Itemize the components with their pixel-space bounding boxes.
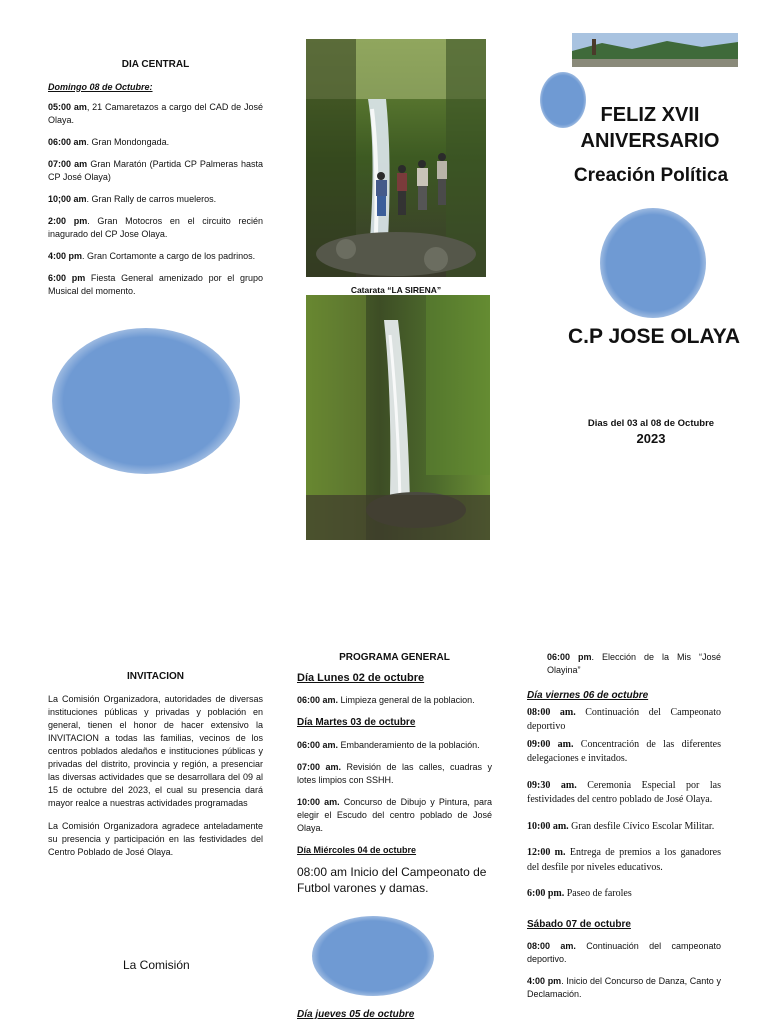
blue-oval-decoration	[52, 328, 240, 474]
program-day-thursday: Día jueves 05 de octubre	[297, 1009, 415, 1020]
event-time: 6:00 pm	[48, 272, 86, 283]
event-text: Entrega de premios a los ganadores del desfile por niveles educativos.	[527, 847, 721, 873]
event-text: Ceremonia Especial por las festividades del centro poblado de José Olaya.	[527, 779, 721, 806]
wednesday-text: 08:00 am Inicio del Campeonato de Futbol varones y damas.	[297, 865, 487, 895]
event-time: 09:30 am.	[527, 779, 577, 791]
event-time: 06:00 am.	[297, 695, 339, 706]
waterfall-group-photo	[306, 39, 486, 277]
event-item	[527, 651, 721, 677]
blue-oval-decoration	[600, 208, 706, 318]
event-text: . Gran Cortamonte a cargo de los padrinos.	[82, 250, 256, 261]
event-time: 6:00 pm.	[527, 888, 565, 900]
event-text: , 21 Camaretazos a cargo del CAD de José Olaya.	[48, 101, 264, 125]
event-item	[48, 136, 263, 149]
event-item	[48, 272, 263, 298]
day-central-date	[48, 81, 263, 94]
program-panel	[297, 651, 492, 897]
photo-caption: Catarata “LA SIRENA”	[350, 285, 442, 295]
event-time: 4:00 pm	[48, 250, 83, 261]
event-time: 08:00 am.	[527, 706, 576, 718]
event-text: . Inicio del Concurso de Danza, Canto y Declamación.	[527, 976, 721, 1000]
event-time: 4:00 pm	[527, 976, 562, 987]
waterfall-group-photo-image	[306, 39, 486, 277]
event-time: 10;00 am	[48, 193, 87, 204]
event-time: 06:00 am	[48, 136, 87, 147]
landscape-banner-image	[572, 33, 738, 67]
program-title: PROGRAMA GENERAL	[339, 652, 450, 663]
event-text: Continuación del campeonato deportivo.	[527, 941, 721, 965]
event-item	[527, 846, 721, 875]
event-text: . Gran Rally de carros mueleros.	[86, 193, 217, 204]
event-text: Continuación del Campeonato deportivo	[527, 706, 721, 733]
cover-dates: Dias del 03 al 08 de Octubre	[587, 418, 715, 429]
event-item	[527, 779, 721, 808]
event-item	[527, 820, 721, 835]
friday-events	[527, 706, 721, 902]
event-time: 06:00 pm	[547, 652, 592, 662]
program-day-monday: Día Lunes 02 de octubre	[297, 671, 425, 684]
landscape-banner-photo	[572, 33, 738, 67]
event-time: 06:00 am.	[297, 739, 339, 750]
event-item	[297, 739, 492, 752]
event-item	[527, 975, 721, 1001]
blue-oval-decoration	[312, 916, 434, 996]
program-day-saturday: Sábado 07 de octubre	[527, 918, 631, 930]
event-item	[527, 706, 721, 735]
event-time: 07:00 am	[48, 158, 88, 169]
day-central-panel	[48, 58, 263, 307]
event-text: Concentración de las diferentes delegaciones e invitados.	[527, 738, 722, 765]
event-item	[297, 796, 492, 835]
event-time: 10:00 am.	[297, 797, 340, 808]
event-time: 10:00 am.	[527, 820, 569, 832]
day-central-title: DIA CENTRAL	[121, 59, 190, 70]
event-text: . Gran Motocros en el circuito recién inagurado del CP Jose Olaya.	[48, 215, 263, 239]
cover-subtitle: Creación Política	[573, 165, 729, 186]
event-text: Embanderamiento de la población.	[338, 739, 480, 750]
event-text: Revisión de las calles, cuadras y lotes limpios con SSHH.	[297, 762, 492, 786]
event-item	[297, 761, 492, 787]
event-item	[48, 193, 263, 206]
event-time: 2:00 pm	[48, 215, 88, 226]
day-central-events	[48, 101, 263, 299]
event-item	[48, 215, 263, 241]
event-text: Limpieza general de la poblacion.	[338, 695, 475, 706]
program-day-wednesday: Día Miércoles 04 de octubre	[297, 845, 417, 856]
event-item	[48, 250, 263, 263]
event-item	[527, 887, 721, 902]
waterfall-photo-image	[306, 295, 490, 540]
event-text: Gran desfile Cívico Escolar Militar.	[568, 820, 715, 832]
invitation-panel	[48, 670, 263, 868]
invitation-title: INVITACION	[126, 671, 185, 682]
event-item	[527, 940, 721, 966]
event-text: Gran Maratón (Partida CP Palmeras hasta CP José Olaya)	[48, 158, 263, 182]
event-text: . Gran Mondongada.	[86, 136, 170, 147]
event-item	[527, 738, 721, 767]
program-day-friday: Día viernes 06 de octubre	[527, 690, 649, 702]
event-item	[48, 101, 263, 127]
cover-place: C.P JOSE OLAYA	[568, 325, 740, 348]
cover-title-line1: FELIZ XVII	[600, 104, 700, 126]
event-text: Paseo de faroles	[564, 888, 632, 900]
cover-title-line2: ANIVERSARIO	[580, 130, 720, 152]
program-day-tuesday: Día Martes 03 de octubre	[297, 717, 416, 729]
event-text: Concurso de Dibujo y Pintura, para elegir el Escudo del centro poblado de José Olaya.	[297, 797, 492, 834]
waterfall-photo	[306, 295, 490, 540]
event-text: . Elección de la Mis “José Olayina”	[547, 652, 721, 676]
event-time: 12:00 m.	[527, 847, 566, 859]
event-item	[297, 694, 492, 707]
day-central-date-text: Domingo 08 de Octubre:	[48, 81, 153, 92]
event-time: 08:00 am.	[527, 941, 576, 952]
event-item	[48, 158, 263, 184]
event-time: 07:00 am.	[297, 762, 342, 773]
invitation-paragraph: La Comisión Organizadora, autoridades de diversas instituciones públicas y privadas y población en general, tienen el honor de hacer extensivo la INVITACION a todas las familias, vecinos de los centros poblados aledaños e instituciones públicas y privadas del distrito, provincia y región, a presenciar las diversas actividades que se desarrollara del 09 al 15 de octubre del 2023, el cual su presencia dará mayor realce a nuestras actividades programadas	[48, 693, 263, 808]
event-text: Fiesta General amenizado por el grupo Musical del momento.	[48, 272, 264, 297]
invitation-paragraph: La Comisión Organizadora agradece anteladamente su presencia y participación en las festividades del Centro Poblado de José Olaya.	[48, 820, 263, 858]
event-time: 05:00 am	[48, 101, 87, 112]
invitation-signature: La Comisión	[123, 958, 190, 972]
event-time: 09:00 am.	[527, 738, 574, 750]
cover-year: 2023	[636, 431, 666, 446]
program-panel-continued	[527, 651, 721, 1010]
